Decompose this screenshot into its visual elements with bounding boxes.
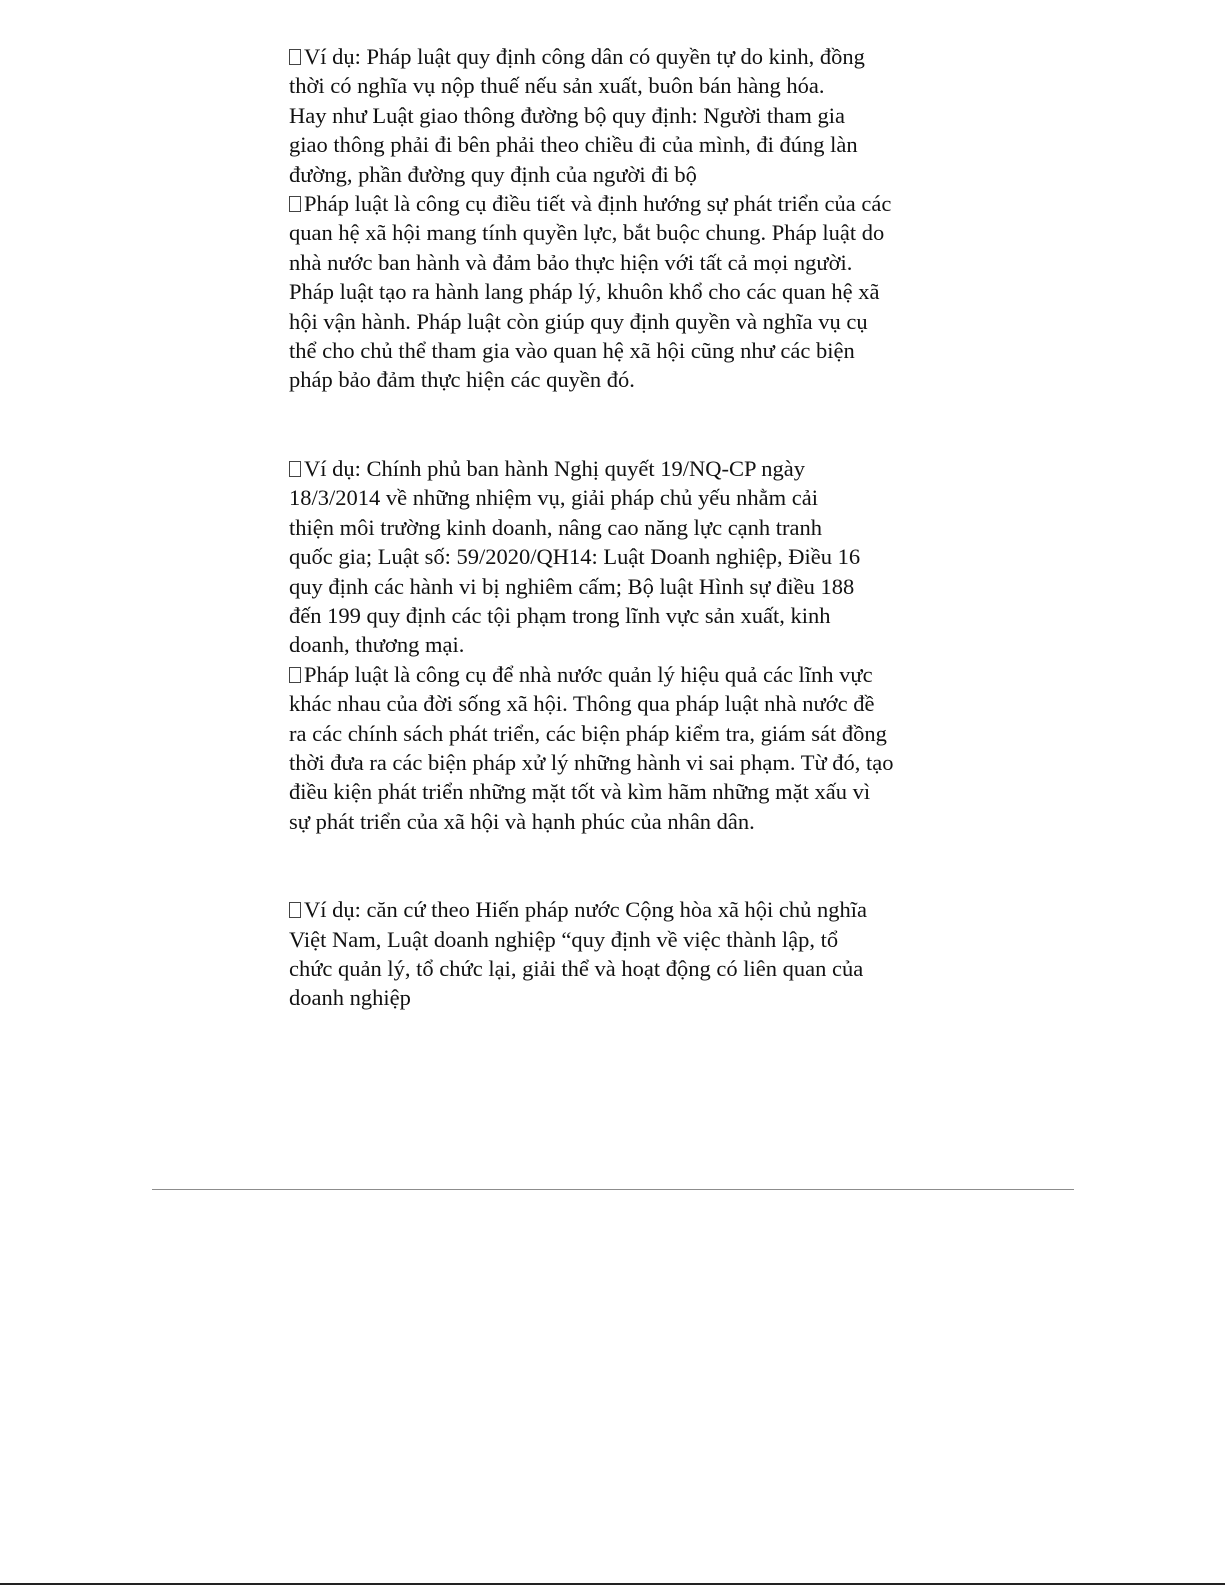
paragraph-line: quy định các hành vi bị nghiêm cấm; Bộ luật Hình sự điều 188 <box>289 573 855 599</box>
paragraph-line: khác nhau của đời sống xã hội. Thông qua pháp luật nhà nước đề <box>289 691 875 717</box>
paragraph-line: chức quản lý, tổ chức lại, giải thể và hoạt động có liên quan của <box>289 955 864 981</box>
document-body <box>289 42 969 1013</box>
bullet-box-icon <box>289 902 301 918</box>
paragraph-line: thời có nghĩa vụ nộp thuế nếu sản xuất, buôn bán hàng hóa. <box>289 73 825 99</box>
paragraph-line: đường, phần đường quy định của người đi bộ <box>289 161 697 187</box>
bullet-box-icon <box>289 667 301 683</box>
paragraph-line: doanh, thương mại. <box>289 632 465 658</box>
paragraph-line: Ví dụ: Pháp luật quy định công dân có quyền tự do kinh, đồng <box>304 44 865 69</box>
paragraph-line: Hay như Luật giao thông đường bộ quy định: Người tham gia <box>289 102 845 128</box>
paragraph-line: nhà nước ban hành và đảm bảo thực hiện với tất cả mọi người. <box>289 249 853 275</box>
paragraph-line: Việt Nam, Luật doanh nghiệp “quy định về việc thành lập, tổ <box>289 926 839 952</box>
paragraph-line: điều kiện phát triển những mặt tốt và kìm hãm những mặt xấu vì <box>289 779 871 805</box>
paragraph-line: 18/3/2014 về những nhiệm vụ, giải pháp chủ yếu nhằm cải <box>289 485 818 511</box>
paragraph-line: quan hệ xã hội mang tính quyền lực, bắt buộc chung. Pháp luật do <box>289 220 885 246</box>
paragraph-line: hội vận hành. Pháp luật còn giúp quy định quyền và nghĩa vụ cụ <box>289 308 868 334</box>
example-paragraph-constitution <box>289 895 969 1013</box>
paragraph-line: Pháp luật tạo ra hành lang pháp lý, khuôn khổ cho các quan hệ xã <box>289 279 880 305</box>
paragraph-line: thời đưa ra các biện pháp xử lý những hành vi sai phạm. Từ đó, tạo <box>289 749 894 775</box>
paragraph-line: sự phát triển của xã hội và hạnh phúc của nhân dân. <box>289 808 755 834</box>
paragraph-line: thiện môi trường kinh doanh, nâng cao năng lực cạnh tranh <box>289 514 823 540</box>
paragraph-line: Pháp luật là công cụ điều tiết và định hướng sự phát triển của các <box>304 191 892 217</box>
paragraph-line: Ví dụ: căn cứ theo Hiến pháp nước Cộng hòa xã hội chủ nghĩa <box>304 897 868 923</box>
paragraph-line: Pháp luật là công cụ để nhà nước quản lý hiệu quả các lĩnh vực <box>304 661 873 687</box>
paragraph-line: giao thông phải đi bên phải theo chiều đi của mình, đi đúng làn <box>289 132 858 158</box>
paragraph-line: đến 199 quy định các tội phạm trong lĩnh vực sản xuất, kinh <box>289 602 831 628</box>
example-paragraph-resolution <box>289 454 969 660</box>
example-paragraph-traffic-law <box>289 42 969 189</box>
law-regulation-paragraph <box>289 189 969 395</box>
page-footer-divider <box>152 1189 1074 1190</box>
bullet-box-icon <box>289 461 301 477</box>
paragraph-line: ra các chính sách phát triển, các biện pháp kiểm tra, giám sát đồng <box>289 720 887 746</box>
paragraph-line: thể cho chủ thể tham gia vào quan hệ xã hội cũng như các biện <box>289 338 855 364</box>
paragraph-line: doanh nghiệp <box>289 985 411 1011</box>
paragraph-line: pháp bảo đảm thực hiện các quyền đó. <box>289 367 635 393</box>
bullet-box-icon <box>289 49 301 65</box>
paragraph-line: Ví dụ: Chính phủ ban hành Nghị quyết 19/NQ-CP ngày <box>304 455 806 481</box>
paragraph-line: quốc gia; Luật số: 59/2020/QH14: Luật Doanh nghiệp, Điều 16 <box>289 544 861 570</box>
bullet-box-icon <box>289 196 301 212</box>
law-management-paragraph <box>289 660 969 836</box>
